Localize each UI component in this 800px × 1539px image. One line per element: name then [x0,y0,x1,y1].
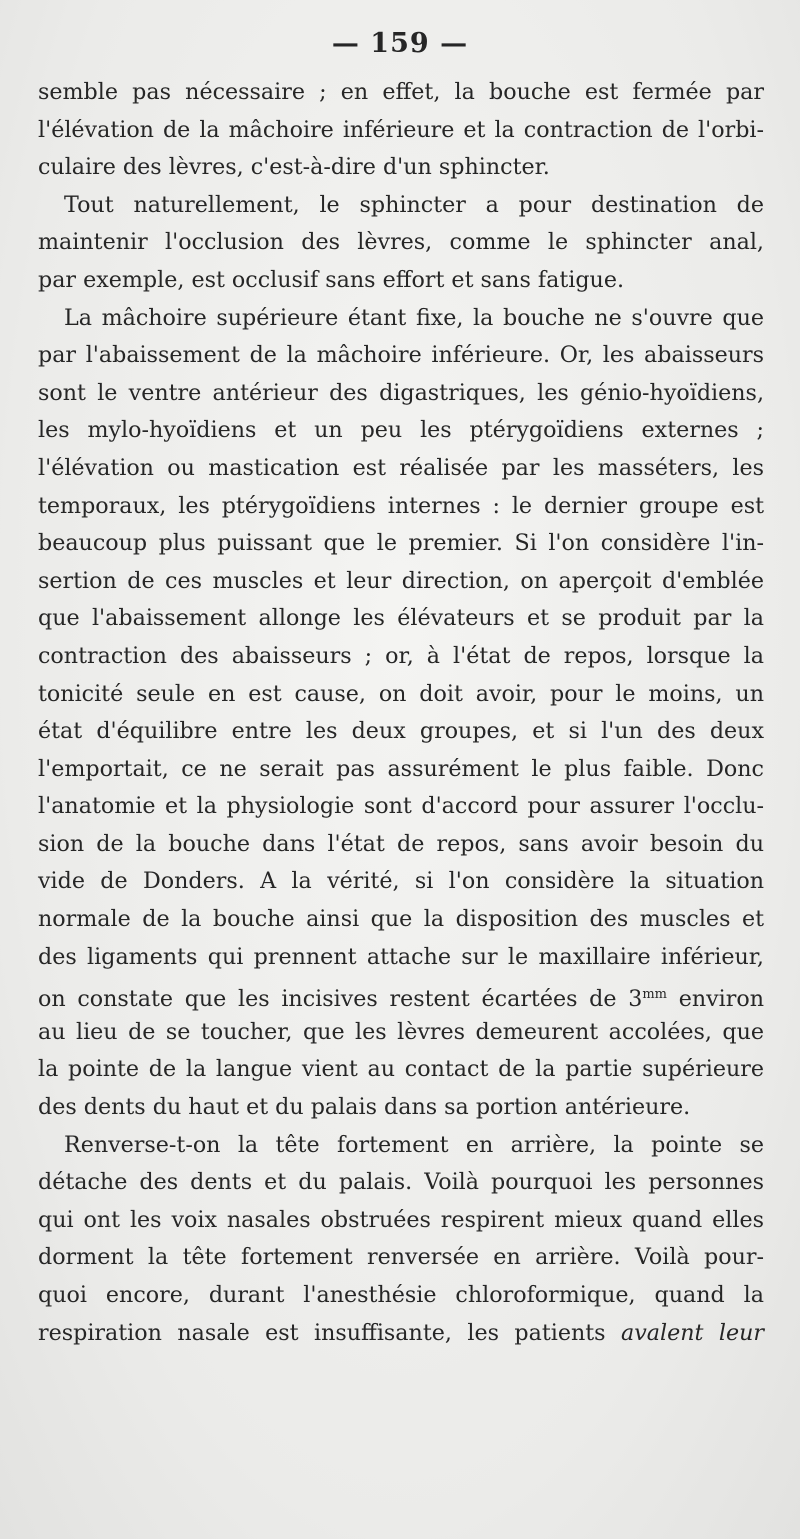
text-line: sion de la bouche dans l'état de repos, sans avoir besoin du [38,830,764,857]
text-line-end: environ [667,986,765,1013]
italic-text: avalent leur [621,1319,764,1346]
text-line: des ligaments qui prennent attache sur le maxillaire inférieur, [38,943,764,970]
text-line: l'emportait, ce ne serait pas assurément le plus faible. Donc [38,755,764,782]
text-line [38,976,764,1014]
text-line: vide de Donders. A la vérité, si l'on considère la situation [38,868,764,895]
text-line: Renverse-t-on la tête fortement en arrière, la pointe se [64,1131,764,1158]
text-line: La mâchoire supérieure étant fixe, la bouche ne s'ouvre que [64,304,764,331]
text-line: au lieu de se toucher, que les lèvres demeurent accolées, que [38,1018,764,1045]
text-line: dorment la tête fortement renversée en arrière. Voilà pour- [38,1244,764,1271]
text-line: par exemple, est occlusif sans effort et sans fatigue. [38,266,625,293]
text-line: l'élévation ou mastication est réalisée par les masséters, les [38,454,764,481]
text-line: temporaux, les ptérygoïdiens internes : le dernier groupe est [38,492,764,519]
text-line: les mylo-hyoïdiens et un peu les ptérygoïdiens externes ; [38,417,764,444]
text-line: culaire des lèvres, c'est-à-dire d'un sphincter. [38,154,550,181]
text-line: sertion de ces muscles et leur direction, on aperçoit d'emblée [38,567,764,594]
text-line: des dents du haut et du palais dans sa portion antérieure. [38,1094,691,1121]
unit-superscript: mm [642,987,667,1003]
page-number: — 159 — [331,28,469,59]
text-line: beaucoup plus puissant que le premier. Si l'on considère l'in- [38,530,764,557]
text-line: par l'abaissement de la mâchoire inférieure. Or, les abaisseurs [38,342,764,369]
text-line: état d'équilibre entre les deux groupes, et si l'un des deux [38,718,764,745]
body-text [38,74,764,1352]
text-line: sont le ventre antérieur des digastriques, les génio-hyoïdiens, [38,379,764,406]
text-line-start: respiration nasale est insuffisante, les patients [38,1319,606,1346]
text-line: normale de la bouche ainsi que la disposition des muscles et [38,906,764,933]
text-line-start: on constate que les incisives restent écartées de 3 [38,986,643,1013]
text-line: maintenir l'occlusion des lèvres, comme le sphincter anal, [38,229,764,256]
text-line: l'anatomie et la physiologie sont d'accord pour assurer l'occlu- [38,793,764,820]
text-line: qui ont les voix nasales obstruées respirent mieux quand elles [38,1206,764,1233]
text-line: tonicité seule en est cause, on doit avoir, pour le moins, un [38,680,764,707]
text-line: Tout naturellement, le sphincter a pour destination de [64,191,764,218]
text-line: l'élévation de la mâchoire inférieure et la contraction de l'orbi- [38,116,764,143]
text-line: contraction des abaisseurs ; or, à l'état de repos, lorsque la [38,642,764,669]
text-line: semble pas nécessaire ; en effet, la bouche est fermée par [38,79,764,105]
text-line: que l'abaissement allonge les élévateurs et se produit par la [38,605,764,632]
text-line [38,1315,764,1353]
text-line: quoi encore, durant l'anesthésie chloroformique, quand la [38,1282,764,1308]
text-line: la pointe de la langue vient au contact de la partie supérieure [38,1056,764,1083]
text-line: détache des dents et du palais. Voilà pourquoi les personnes [38,1169,764,1196]
